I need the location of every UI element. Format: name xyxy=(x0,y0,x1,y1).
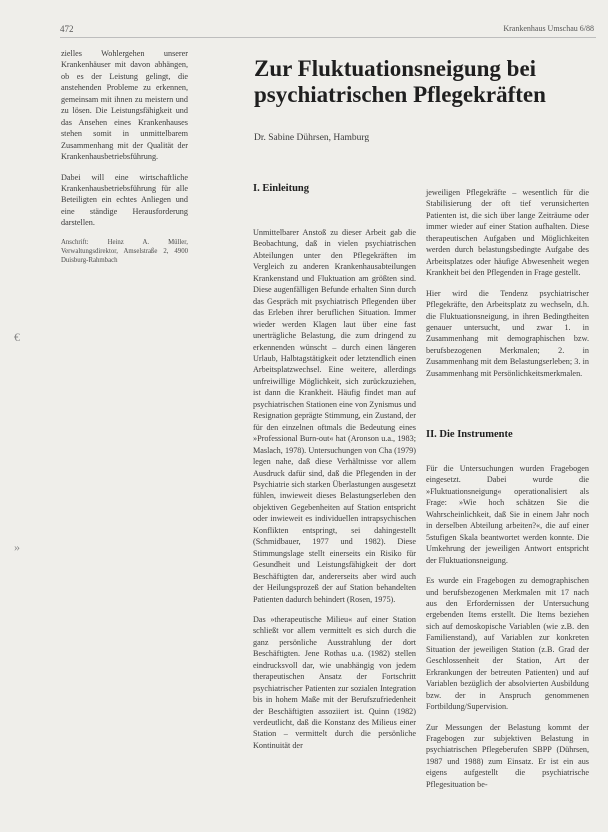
right-paragraph: Hier wird die Tendenz psychiatrischer Pflegekräfte, den Arbeitsplatz zu wechseln, d.h. die Fluktuationsneigung, in ihren Bedingtheiten genauer untersucht, und zwar 1. in Zusammenhang mit demographischen bzw. berufsbezogenen Merkmalen; 2. in Zusammenhang mit dem Belastungserleben; 3. in Zusammenhang mit Persönlichkeitsmerkmalen. xyxy=(426,288,589,378)
margin-mark: » xyxy=(14,540,20,554)
right-paragraph: jeweiligen Pflegekräfte – wesentlich für die Stabilisierung der oft tief verunsicherten Patienten ist, die sich über lange Zeiträume oder immer wieder auf einer Station aufhalten. Diese therapeutischen Aufgaben und Möglichkeiten werden durch belastungsbedingte Aufgabe des Arbeitsplatzes oder häufige Abwesenheit wegen Krankheit bei den Pflegenden in Frage gestellt. xyxy=(426,188,589,278)
middle-paragraph: Unmittelbarer Anstoß zu dieser Arbeit gab die Beobachtung, daß in vielen psychiatrischen Abteilungen unter den Pflegekräften im Vergleich zu anderen Krankenhausabteilungen Krankenstand und Fluktuation am größten sind. Diese augenfälligen Befunde erhalten Sinn durch das Gespräch mit psychiatrisch Pflegenden über das Erleben ihrer beruflichen Situation. Immer wieder werden Klagen laut über eine fast unerträgliche Belastung, die zum dringend zu erkennenden wünscht – durch einen längeren Urlaub, Halbtagstätigkeit oder letztendlich einen Arbeitsplatzwechsel. Eine weitere, allerdings unfreiwillige Möglichkeit, sich zurückzuziehen, ist dann die Krankheit. Häufig findet man auf psychiatrischen Stationen eine von Zynismus und Resignation geprägte Stimmung, ein Zustand, der für den einzelnen oftmals die Bedeutung eines »Professional Burn-out« hat (Aronson u.a., 1983; Maslach, 1978). Untersuchungen von Cha (1979) legen nahe, daß diese Verhältnisse vor allem Ausdruck dafür sind, daß die Pflegenden in der Psychiatrie sich starken Überlastungen ausgesetzt fühlen, inwieweit dieses Belastungserleben den objektiven Gegebenheiten auf Station entspricht oder inwieweit es individuellen intrapsychischen Konflikten entspringt, sei dahingestellt (Schmidbauer, 1977 und 1982). Diese Stimmungslage stellt einerseits ein Risiko für Gesundheit und Leistungsfähigkeit der dort Beschäftigten dar, andererseits aber wird auch der Heilungsprozeß der auf Station behandelten Patienten dadurch behindert (Rosen, 1975). xyxy=(253,228,416,604)
section-heading-introduction: I. Einleitung xyxy=(253,183,310,194)
header-rule xyxy=(60,37,596,38)
right-column-bottom xyxy=(426,463,589,799)
right-paragraph: Zur Messungen der Belastung kommt der Fragebogen zur subjektiven Belastung in psychiatrischen Pflegeberufen SBPP (Dührsen, 1987 und 1988) zum Einsatz. Er ist ein aus eigens aufgestellt die psychiatrische Pflegesituation be- xyxy=(426,722,589,789)
margin-mark: € xyxy=(14,330,20,344)
left-paragraph: Dabei will eine wirtschaftliche Krankenhausbetriebsführung für alle Beteiligten ein echtes Anliegen und eine ständige Herausforderung darstellen. xyxy=(61,172,188,228)
author-address-note: Anschrift: Heinz A. Müller, Verwaltungsdirektor, Amselstraße 2, 4900 Duisburg-Rahmbach xyxy=(61,238,188,264)
article-author: Dr. Sabine Dührsen, Hamburg xyxy=(254,133,370,143)
right-paragraph: Für die Untersuchungen wurden Fragebogen eingesetzt. Dabei wurde die »Fluktuationsneigung« operationalisiert als Frage: »Wie hoch schätzen Sie die Wahrscheinlichkeit, daß Sie in einem Jahr noch in derselben Abteilung arbeiten?«, die auf einer 5stufigen Skala beantwortet werden konnte. Die Umkehrung der jeweiligen Antwort entspricht der Fluktuationsneigung. xyxy=(426,464,589,565)
right-column-top xyxy=(426,187,589,388)
left-paragraph: zielles Wohlergehen unserer Krankenhäuser mit davon abhängen, ob es der Leistung gelingt, die anstehenden Probleme zu erkennen, gemeinsam mit ihnen zu meistern und zu lösen. Die Leistungsfähigkeit und das Ansehen eines Krankenhauses stehen somit in unmittelbarem Zusammenhang mit der Qualität der Krankenhausbetriebsführung. xyxy=(61,49,188,162)
middle-column xyxy=(253,227,416,760)
middle-paragraph: Das »therapeutische Milieu« auf einer Station schließt vor allem vermittelt es sich durch die ganz persönliche Ausstrahlung der dort Beschäftigten. Jene Rothas u.a. (1982) stellen eindrucksvoll dar, wie unabhängig von jedem therapeutischen Ansatz der Fortschritt psychiatrischer Patienten zur sozialen Integration bis in hohem Maße mit der Berufszufriedenheit der Beschäftigten assoziiert ist. Quinn (1982) verdeutlicht, daß die Konstanz des Milieus einer Station – vermittelt durch die persönliche Kontinuität der xyxy=(253,614,416,750)
journal-running-head: Krankenhaus Umschau 6/88 xyxy=(503,24,594,33)
page-number: 472 xyxy=(60,24,74,34)
right-paragraph: Es wurde ein Fragebogen zu demographischen und berufsbezogenen Merkmalen mit 17 nach aus den Erfordernissen der Untersuchung ergebenden Items erstellt. Die Items beziehen sich auf demoskopische Variablen (wie z.B. den Familienstand), auf Variablen zur konkreten Situation der jeweiligen Station (z.B. Grad der Geschlossenheit der Station, Art der Erkrankungen der betreuten Patienten) und auf Variablen bezüglich der absolvierten Ausbildung bzw. der in Anspruch genommenen Fortbildung/Supervision. xyxy=(426,576,589,712)
left-column xyxy=(61,48,188,274)
section-heading-instruments: II. Die Instrumente xyxy=(426,429,513,440)
article-title: Zur Fluktuationsneigung bei psychiatrischen Pflegekräften xyxy=(254,56,546,107)
